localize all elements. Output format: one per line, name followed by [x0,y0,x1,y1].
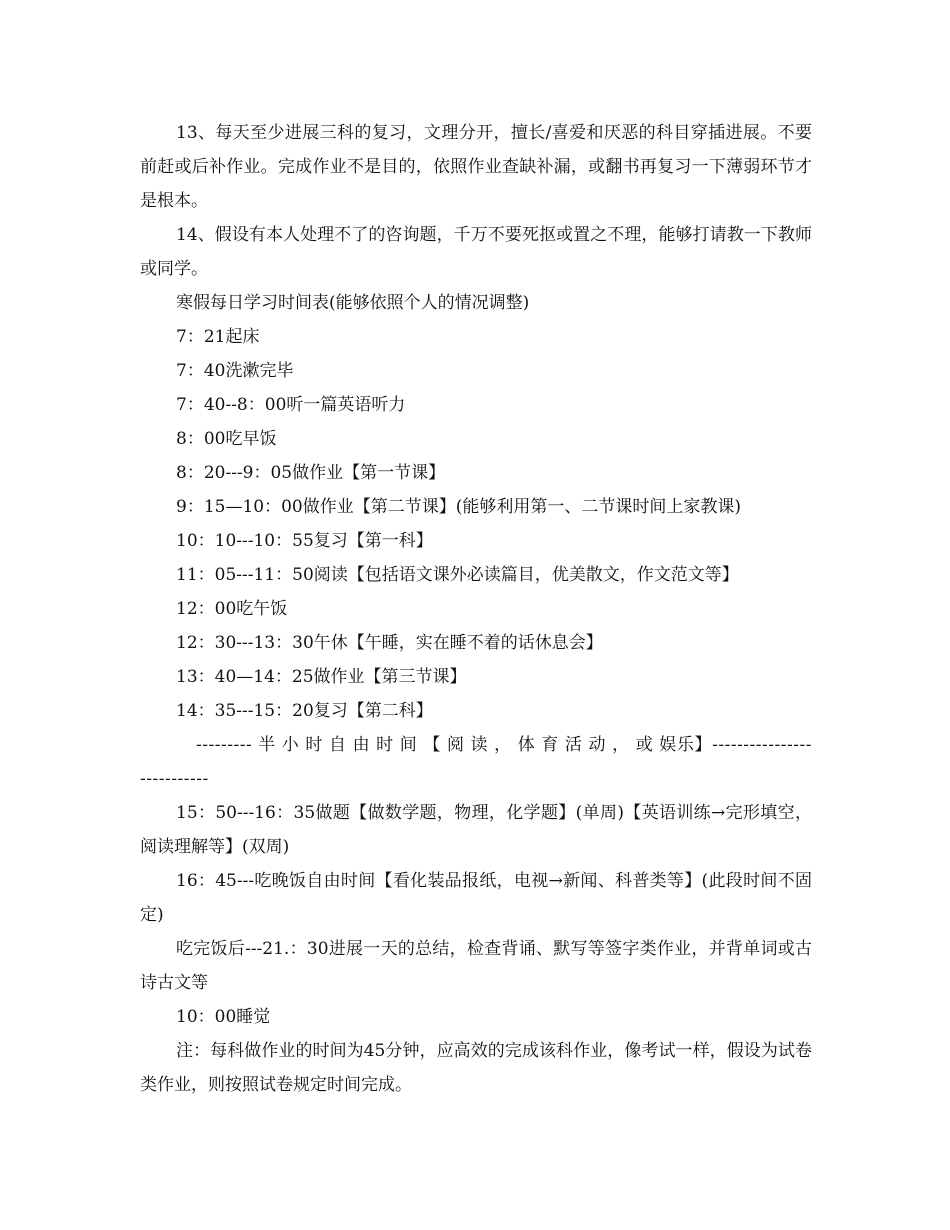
schedule-item: 8：00吃早饭 [176,429,277,449]
schedule-item: 8：20---9：05做作业【第一节课】 [176,463,446,483]
paragraph-13: 13、每天至少进展三科的复习，文理分开，擅长/喜爱和厌恶的科目穿插进展。不要前赶或后补作业。完成作业不是目的，依照作业查缺补漏，或翻书再复习一下薄弱环节才是根本。 [140,123,812,211]
schedule-item: 7：40洗漱完毕 [176,361,294,381]
schedule-item: 11：05---11：50阅读【包括语文课外必读篇目，优美散文，作文范文等】 [176,565,739,585]
schedule-item: 9：15—10：00做作业【第二节课】(能够利用第一、二节课时间上家教课) [176,497,741,517]
schedule-title: 寒假每日学习时间表(能够依照个人的情况调整) [176,293,530,313]
document-page [140,116,812,1102]
schedule-paragraph: 16：45---吃晚饭自由时间【看化装品报纸，电视→新闻、科普类等】(此段时间不固定) [140,871,812,925]
schedule-item: 14：35---15：20复习【第二科】 [176,701,433,721]
schedule-item: 12：00吃午饭 [176,599,288,619]
free-time-line: --------- 半 小 时 自 由 时 间 【 阅 读 ， 体 育 活 动 ， 或 娱乐】--------------------------- [140,735,812,789]
schedule-item: 7：21起床 [176,327,260,347]
sleep-line: 10：00睡觉 [176,1007,271,1027]
schedule-paragraph: 15：50---16：35做题【做数学题，物理，化学题】(单周)【英语训练→完形填空，阅读理解等】(双周) [140,803,812,857]
paragraph-14: 14、假设有本人处理不了的咨询题，千万不要死抠或置之不理，能够打请教一下教师或同学。 [140,225,812,279]
schedule-item: 10：10---10：55复习【第一科】 [176,531,433,551]
schedule-paragraph: 吃完饭后---21.：30进展一天的总结，检查背诵、默写等签字类作业，并背单词或古诗古文等 [140,939,812,993]
note-paragraph: 注：每科做作业的时间为45分钟，应高效的完成该科作业，像考试一样，假设为试卷类作业，则按照试卷规定时间完成。 [140,1041,812,1095]
schedule-item: 13：40—14：25做作业【第三节课】 [176,667,467,687]
schedule-item: 12：30---13：30午休【午睡，实在睡不着的话休息会】 [176,633,603,653]
schedule-item: 7：40--8：00听一篇英语听力 [176,395,406,415]
